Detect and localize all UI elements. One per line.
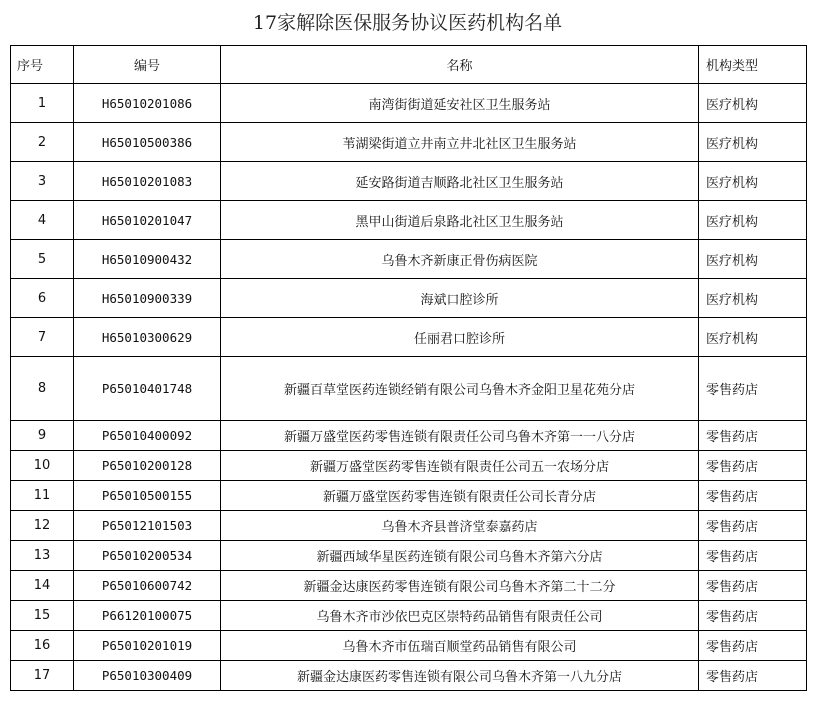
cell-type: 零售药店 (699, 451, 807, 481)
cell-name: 新疆西域华星医药连锁有限公司乌鲁木齐第六分店 (221, 541, 699, 571)
cell-index: 14 (11, 571, 74, 601)
table-row (11, 240, 807, 279)
table-row (11, 481, 807, 511)
cell-type: 医疗机构 (699, 279, 807, 318)
cell-code: P65012101503 (74, 511, 221, 541)
cell-type: 零售药店 (699, 631, 807, 661)
table-body (11, 84, 807, 691)
cell-code: H65010201083 (74, 162, 221, 201)
header-code: 编号 (74, 46, 221, 84)
header-name: 名称 (221, 46, 699, 84)
cell-name: 黑甲山街道后泉路北社区卫生服务站 (221, 201, 699, 240)
cell-name: 延安路街道吉顺路北社区卫生服务站 (221, 162, 699, 201)
cell-type: 零售药店 (699, 541, 807, 571)
cell-type: 零售药店 (699, 601, 807, 631)
cell-name: 新疆万盛堂医药零售连锁有限责任公司长青分店 (221, 481, 699, 511)
cell-type: 医疗机构 (699, 84, 807, 123)
cell-index: 8 (11, 357, 74, 421)
header-index: 序号 (11, 46, 74, 84)
table-row (11, 571, 807, 601)
cell-code: P66120100075 (74, 601, 221, 631)
table-row (11, 123, 807, 162)
cell-index: 10 (11, 451, 74, 481)
cell-name: 新疆万盛堂医药零售连锁有限责任公司乌鲁木齐第一一八分店 (221, 421, 699, 451)
table-row (11, 661, 807, 691)
cell-index: 17 (11, 661, 74, 691)
cell-type: 零售药店 (699, 571, 807, 601)
cell-index: 6 (11, 279, 74, 318)
table-row (11, 357, 807, 421)
institution-table (10, 45, 807, 691)
header-type: 机构类型 (699, 46, 807, 84)
cell-type: 零售药店 (699, 511, 807, 541)
cell-index: 12 (11, 511, 74, 541)
cell-code: H65010900432 (74, 240, 221, 279)
table-row (11, 162, 807, 201)
cell-code: P65010500155 (74, 481, 221, 511)
cell-code: P65010401748 (74, 357, 221, 421)
table-row (11, 421, 807, 451)
cell-index: 16 (11, 631, 74, 661)
cell-code: P65010600742 (74, 571, 221, 601)
cell-type: 零售药店 (699, 481, 807, 511)
cell-index: 9 (11, 421, 74, 451)
cell-name: 苇湖梁街道立井南立井北社区卫生服务站 (221, 123, 699, 162)
cell-name: 乌鲁木齐县普济堂泰嘉药店 (221, 511, 699, 541)
cell-code: H65010900339 (74, 279, 221, 318)
cell-name: 任丽君口腔诊所 (221, 318, 699, 357)
cell-index: 5 (11, 240, 74, 279)
cell-type: 零售药店 (699, 421, 807, 451)
table-row (11, 601, 807, 631)
cell-name: 新疆金达康医药零售连锁有限公司乌鲁木齐第一八九分店 (221, 661, 699, 691)
cell-type: 零售药店 (699, 357, 807, 421)
cell-code: P65010300409 (74, 661, 221, 691)
cell-type: 医疗机构 (699, 162, 807, 201)
cell-name: 乌鲁木齐市伍瑞百顺堂药品销售有限公司 (221, 631, 699, 661)
table-row (11, 511, 807, 541)
table-row (11, 84, 807, 123)
cell-name: 新疆万盛堂医药零售连锁有限责任公司五一农场分店 (221, 451, 699, 481)
cell-index: 7 (11, 318, 74, 357)
cell-type: 医疗机构 (699, 240, 807, 279)
table-row (11, 451, 807, 481)
cell-index: 4 (11, 201, 74, 240)
cell-code: P65010201019 (74, 631, 221, 661)
cell-code: H65010201047 (74, 201, 221, 240)
table-row (11, 318, 807, 357)
cell-code: P65010200128 (74, 451, 221, 481)
cell-index: 11 (11, 481, 74, 511)
cell-name: 乌鲁木齐新康正骨伤病医院 (221, 240, 699, 279)
cell-name: 南湾街街道延安社区卫生服务站 (221, 84, 699, 123)
cell-type: 医疗机构 (699, 201, 807, 240)
cell-index: 2 (11, 123, 74, 162)
cell-index: 1 (11, 84, 74, 123)
cell-code: H65010201086 (74, 84, 221, 123)
cell-name: 乌鲁木齐市沙依巴克区崇特药品销售有限责任公司 (221, 601, 699, 631)
cell-code: H65010300629 (74, 318, 221, 357)
table-row (11, 631, 807, 661)
cell-type: 零售药店 (699, 661, 807, 691)
page-title: 17家解除医保服务协议医药机构名单 (252, 12, 563, 34)
cell-name: 海斌口腔诊所 (221, 279, 699, 318)
table-row (11, 541, 807, 571)
cell-type: 医疗机构 (699, 123, 807, 162)
table-row (11, 279, 807, 318)
cell-code: P65010400092 (74, 421, 221, 451)
cell-name: 新疆金达康医药零售连锁有限公司乌鲁木齐第二十二分 (221, 571, 699, 601)
cell-code: H65010500386 (74, 123, 221, 162)
cell-code: P65010200534 (74, 541, 221, 571)
cell-index: 15 (11, 601, 74, 631)
cell-index: 3 (11, 162, 74, 201)
cell-index: 13 (11, 541, 74, 571)
table-header-row (11, 46, 807, 84)
table-row (11, 201, 807, 240)
cell-name: 新疆百草堂医药连锁经销有限公司乌鲁木齐金阳卫星花苑分店 (221, 357, 699, 421)
cell-type: 医疗机构 (699, 318, 807, 357)
